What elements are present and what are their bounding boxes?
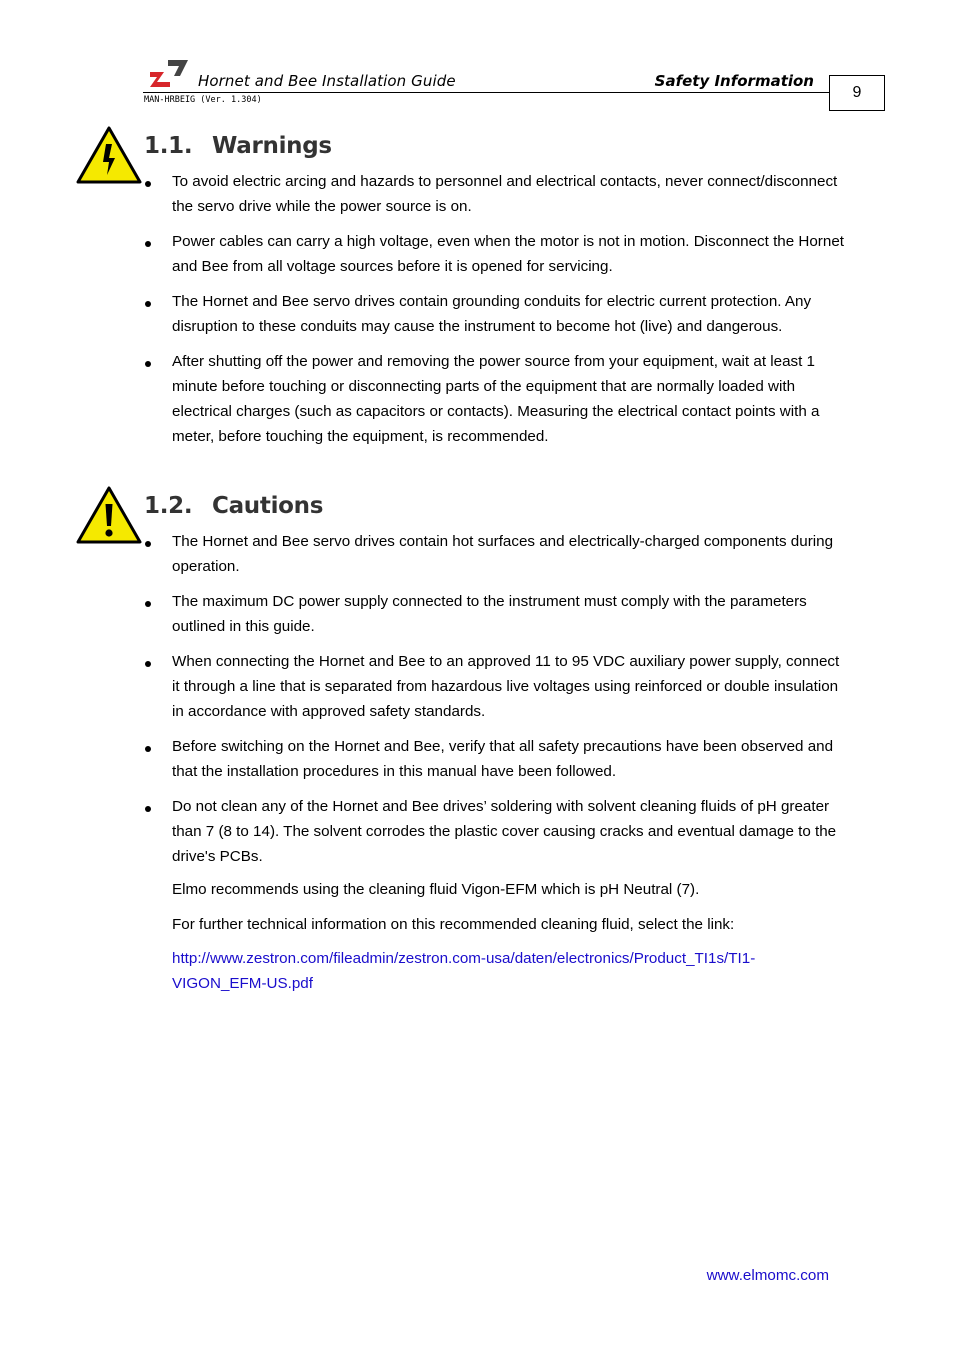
header-rule — [143, 92, 829, 93]
list-item: The maximum DC power supply connected to the instrument must comply with the parameters outlined in this guide. — [144, 590, 844, 640]
bullet-icon — [145, 181, 151, 187]
section-title: Safety Information — [654, 72, 814, 90]
bullet-icon — [145, 241, 151, 247]
bullet-icon — [145, 806, 151, 812]
list-item: The Hornet and Bee servo drives contain hot surfaces and electrically-charged components during operation. — [144, 530, 844, 580]
list-item: Power cables can carry a high voltage, even when the motor is not in motion. Disconnect the Hornet and Bee from all voltage sources before it is opened for servicing. — [144, 230, 844, 280]
cautions-list — [144, 530, 844, 880]
document-title: Hornet and Bee Installation Guide — [198, 72, 456, 90]
list-item: To avoid electric arcing and hazards to personnel and electrical contacts, never connect/disconnect the servo drive while the power source is on. — [144, 170, 844, 220]
bullet-icon — [145, 361, 151, 367]
bullet-icon — [145, 661, 151, 667]
list-item: Do not clean any of the Hornet and Bee drives’ soldering with solvent cleaning fluids of pH greater than 7 (8 to 14). The solvent corrodes the plastic cover causing cracks and eventual damage to the drive's PCBs. — [144, 795, 844, 869]
high-voltage-warning-icon — [76, 126, 142, 184]
document-version: MAN-HRBEIG (Ver. 1.304) — [144, 95, 262, 105]
cautions-number: 1.2. — [144, 493, 193, 519]
bullet-icon — [145, 746, 151, 752]
cleaning-fluid-note: Elmo recommends using the cleaning fluid Vigon-EFM which is pH Neutral (7). — [172, 881, 700, 898]
list-item: After shutting off the power and removing the power source from your equipment, wait at least 1 minute before touching or disconnecting parts of the equipment that are normally loaded with electrical charges (such as capacitors or contacts). Measuring the electrical contact points with a meter, before touching the equipment, is recommended. — [144, 350, 844, 449]
cautions-title: Cautions — [212, 493, 324, 519]
bullet-icon — [145, 541, 151, 547]
exclamation-caution-icon — [76, 486, 142, 544]
bullet-icon — [145, 601, 151, 607]
warnings-title: Warnings — [212, 133, 332, 159]
warnings-number: 1.1. — [144, 133, 193, 159]
zestron-link[interactable]: http://www.zestron.com/fileadmin/zestron.com-usa/daten/electronics/Product_TI1s/TI1- VIGON_EFM-US.pdf — [172, 950, 756, 992]
list-item: The Hornet and Bee servo drives contain grounding conduits for electric current protection. Any disruption to these conduits may cause the instrument to become hot (live) and dangerous. — [144, 290, 844, 340]
technical-info-note: For further technical information on this recommended cleaning fluid, select the link: — [172, 916, 735, 933]
page-number: 9 — [829, 75, 885, 111]
warnings-list — [144, 170, 844, 460]
warnings-heading — [144, 133, 332, 159]
elmo-logo-icon — [148, 58, 190, 88]
list-item: Before switching on the Hornet and Bee, verify that all safety precautions have been observed and that the installation procedures in this manual have been followed. — [144, 735, 844, 785]
website-link[interactable]: www.elmomc.com — [706, 1267, 829, 1284]
bullet-icon — [145, 301, 151, 307]
cautions-heading — [144, 493, 323, 519]
list-item: When connecting the Hornet and Bee to an approved 11 to 95 VDC auxiliary power supply, connect it through a line that is separated from hazardous live voltages using reinforced or double insulation in accordance with approved safety standards. — [144, 650, 844, 724]
